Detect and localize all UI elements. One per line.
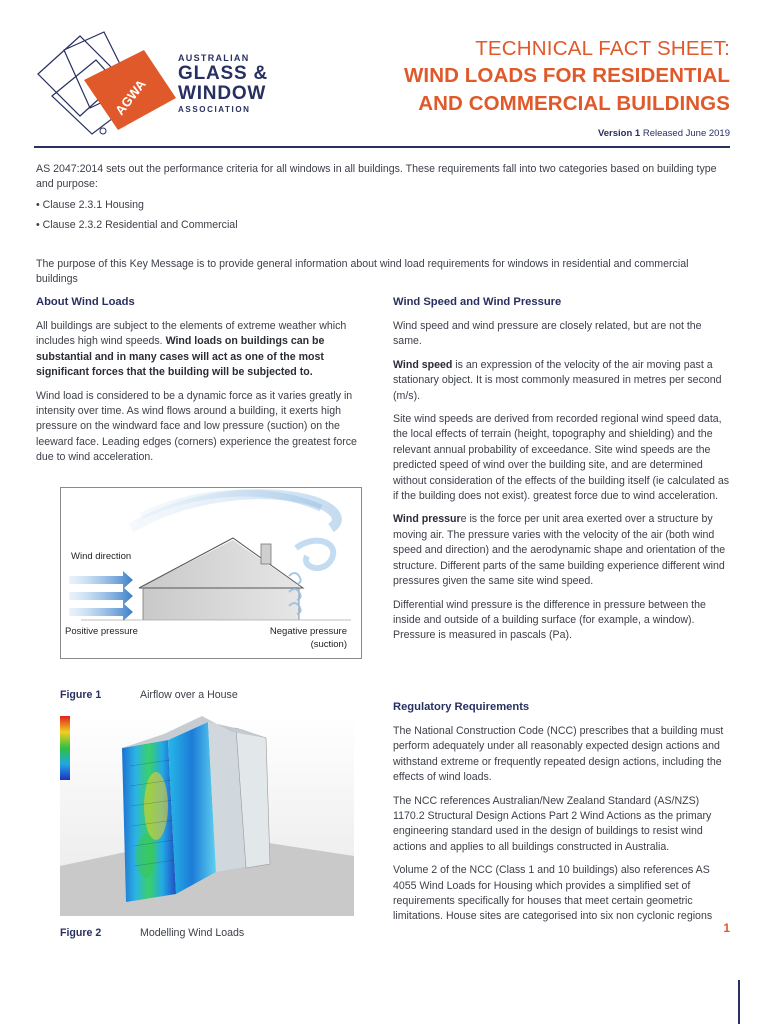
label-negative-pressure: Negative pressure bbox=[269, 626, 347, 637]
svg-text:AGWA: AGWA bbox=[112, 76, 149, 118]
right-column-section-1 bbox=[393, 319, 733, 652]
figure-2-number: Figure 2 bbox=[60, 927, 102, 939]
term-wind-pressure: Wind pressur bbox=[393, 513, 461, 526]
page-number: 1 bbox=[723, 921, 730, 935]
label-suction: (suction) bbox=[310, 639, 347, 650]
intro-paragraph: AS 2047:2014 sets out the performance criteria for all windows in all buildings. These requirements fall into two categories based on building type and purpose: bbox=[36, 163, 717, 191]
document-title bbox=[404, 36, 730, 118]
agwa-logo bbox=[34, 30, 194, 142]
regulatory-paragraph-2: The NCC references Australian/New Zealand Standard (AS/NZS) 1170.2 Structural Design Actions Part 2 Wind Actions as the primary engineering standard used in the design of buildings to resist wind actions and applies to all buildings constructed in Australia. bbox=[393, 794, 712, 853]
about-paragraph-1 bbox=[36, 319, 368, 381]
version-label: Version 1 bbox=[597, 128, 641, 139]
org-line-3: WINDOW bbox=[178, 83, 267, 104]
figure-1-caption: Airflow over a House bbox=[140, 689, 238, 701]
heading-regulatory-requirements: Regulatory Requirements bbox=[393, 701, 530, 713]
regulatory-paragraph-1: The National Construction Code (NCC) prescribes that a building must perform adequately under all reasonably expected design actions and withstand extreme or frequently repeated design actions, including the effects of wind loads. bbox=[393, 725, 724, 784]
heading-wind-speed-pressure: Wind Speed and Wind Pressure bbox=[393, 296, 562, 308]
title-line-2: WIND LOADS FOR RESIDENTIAL bbox=[403, 64, 730, 87]
version-info bbox=[598, 128, 730, 139]
left-column bbox=[36, 319, 368, 474]
version-date: Released June 2019 bbox=[642, 128, 730, 139]
org-line-2: GLASS & bbox=[178, 63, 269, 84]
figure-2-wind-model bbox=[60, 716, 354, 916]
regulatory-paragraph-3: Volume 2 of the NCC (Class 1 and 10 buildings) also references AS 4055 Wind Loads for Housing which provides a simplified set of requirements specifically for houses that meet certain geometric limitations. House sites are categorised into six non cyclonic regions bbox=[393, 864, 713, 923]
org-line-1: AUSTRALIAN bbox=[178, 53, 250, 63]
header-divider bbox=[34, 146, 730, 148]
differential-paragraph: Differential wind pressure is the difference in pressure between the inside and outside of a building surface (for example, a window). Pressure is measured in pascals (Pa). bbox=[393, 598, 706, 642]
term-wind-speed: Wind speed bbox=[393, 358, 453, 371]
figure-2-caption: Modelling Wind Loads bbox=[140, 927, 245, 939]
bullet-residential-commercial: • Clause 2.3.2 Residential and Commercial bbox=[36, 219, 238, 231]
label-positive-pressure: Positive pressure bbox=[65, 626, 138, 637]
speed-paragraph-2 bbox=[393, 358, 733, 404]
bullet-housing: • Clause 2.3.1 Housing bbox=[36, 199, 144, 211]
figure-1-airflow-diagram bbox=[60, 487, 362, 659]
speed-p2-rest: is an expression of the velocity of the air moving past a stationary object. It is most commonly measured in metres per second (m/s). bbox=[393, 358, 722, 402]
pressure-p-rest: e is the force per unit area exerted over a structure by moving air. The pressure varies with the velocity of the air (both wind speed and direction) and the aerodynamic shape and orientation of the structure. Different parts of the same building experience different wind pressures given the same site wind speed. bbox=[393, 513, 726, 588]
speed-paragraph-3: Site wind speeds are derived from recorded regional wind speed data, the local effects of terrain (height, topography and shielding) and the relevant annual probability of exceedance. Site wind speeds are the predicted speed of wind over the building site, and are determined without consideration of the effects of the building itself (ie calculated as if the building does not exist). greatest force due to wind acceleration. bbox=[393, 413, 730, 503]
about-p1-normal: All buildings are subject to the elements of extreme weather which includes high wind speeds. bbox=[36, 320, 347, 348]
purpose-paragraph: The purpose of this Key Message is to provide general information about wind load requirements for windows in residential and commercial buildings bbox=[36, 258, 689, 286]
label-wind-direction: Wind direction bbox=[71, 551, 132, 562]
about-paragraph-2: Wind load is considered to be a dynamic force as it varies greatly in intensity over time. As wind flows around a building, it exerts high pressure on the windward face and low pressure (suction) on the leeward face. Leading edges (corners) experience the greatest force due to wind acceleration. bbox=[36, 389, 357, 464]
figure-2-label bbox=[60, 927, 101, 939]
about-p1-bold: Wind loads on buildings can be substantial and in many cases will act as one of the most significant forces that the building will be subjected to. bbox=[36, 335, 325, 379]
right-column-section-2 bbox=[393, 724, 733, 933]
title-line-3: AND COMMERCIAL BUILDINGS bbox=[418, 92, 730, 115]
title-line-1: TECHNICAL FACT SHEET: bbox=[475, 37, 730, 60]
figure-1-number: Figure 1 bbox=[60, 689, 102, 701]
org-line-4: ASSOCIATION bbox=[178, 105, 251, 114]
figure-1-label bbox=[60, 689, 101, 701]
footer-vertical-rule bbox=[738, 980, 740, 1024]
pressure-paragraph bbox=[393, 512, 733, 589]
wind-model-render bbox=[60, 716, 354, 916]
organisation-name bbox=[178, 53, 268, 116]
heading-about-wind-loads: About Wind Loads bbox=[36, 296, 135, 308]
speed-paragraph-1: Wind speed and wind pressure are closely related, but are not the same. bbox=[393, 320, 702, 348]
